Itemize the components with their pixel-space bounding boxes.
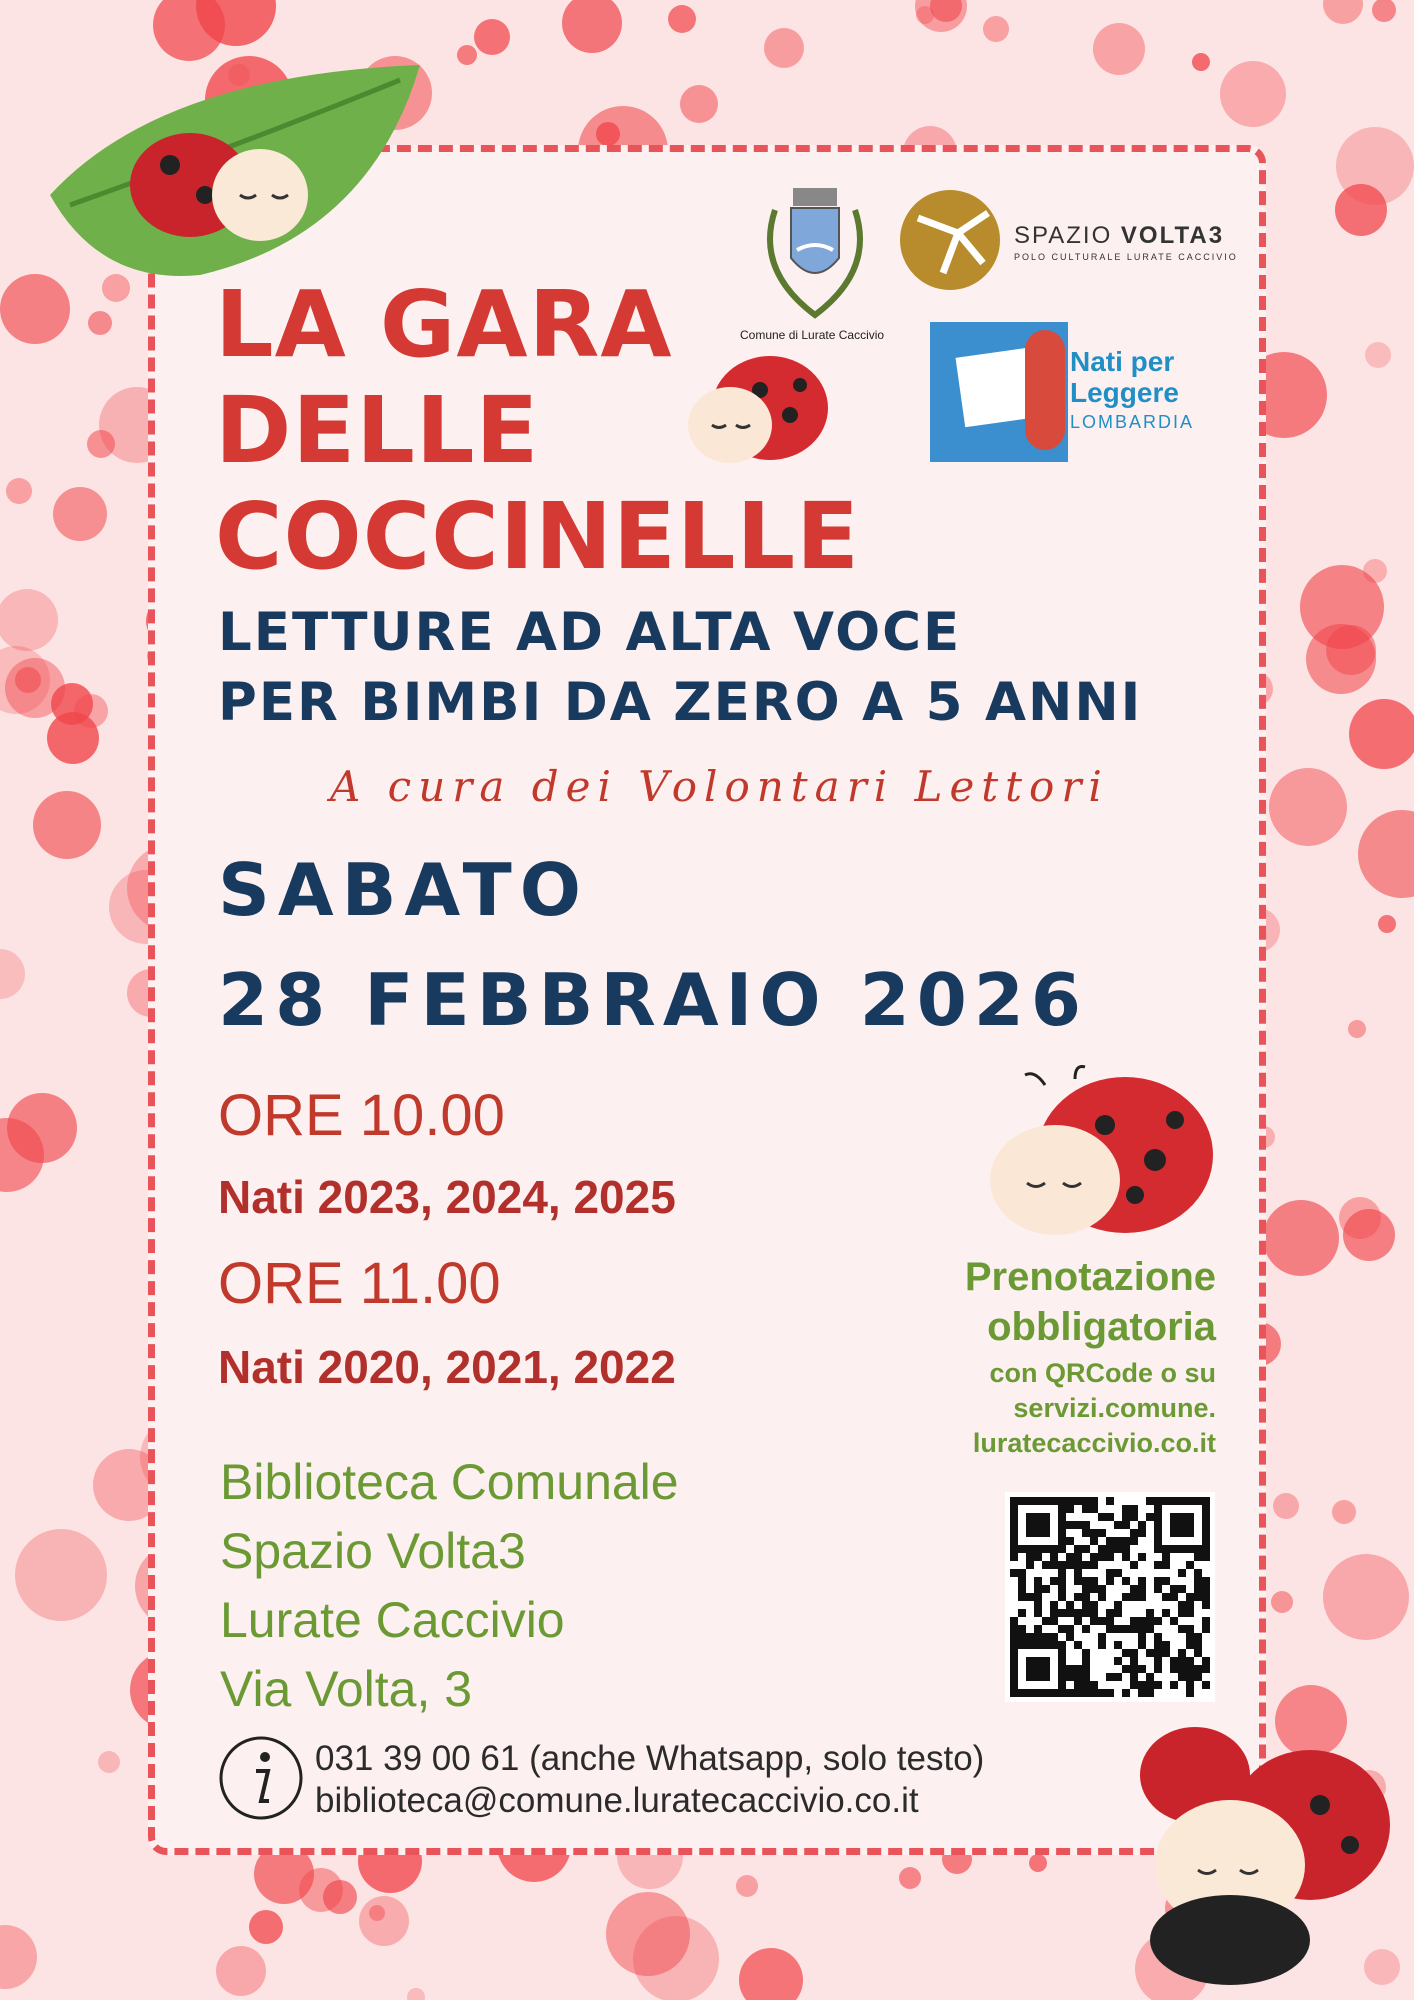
nati-per-leggere-text: Nati per Leggere LOMBARDIA <box>1070 346 1195 432</box>
info-icon <box>218 1735 304 1821</box>
session-ages-2: Nati 2020, 2021, 2022 <box>218 1341 676 1393</box>
event-day: SABATO <box>218 848 589 932</box>
contact-email[interactable]: biblioteca@comune.luratecaccivio.co.it <box>315 1781 919 1820</box>
subtitle: LETTURE AD ALTA VOCE PER BIMBI DA ZERO A 5 ANNI <box>218 602 1143 733</box>
ladybugs-bottom-illustration <box>1120 1715 1414 2000</box>
contact-info <box>315 1738 984 1822</box>
page-title: LA GARA DELLE COCCINELLE <box>215 271 860 590</box>
comune-label: Comune di Lurate Caccivio <box>740 328 885 342</box>
contact-phone: 031 39 00 61 (anche Whatsapp, solo testo) <box>315 1739 985 1778</box>
session-ages-1: Nati 2023, 2024, 2025 <box>218 1171 676 1223</box>
booking-note: Prenotazione obbligatoria con QRCode o su servizi.comune. luratecaccivio.co.it <box>964 1255 1216 1458</box>
leaf-ladybug-illustration <box>40 55 430 285</box>
event-date: 28 FEBBRAIO 2026 <box>218 958 1089 1042</box>
venue-address: Biblioteca Comunale Spazio Volta3 Lurate Caccivio Via Volta, 3 <box>220 1454 679 1717</box>
ladybug-icon <box>680 350 830 470</box>
session-time-1: ORE 10.00 <box>218 1083 505 1148</box>
session-time-2: ORE 11.00 <box>218 1251 501 1316</box>
spazio-volta3-text: SPAZIO VOLTA3 POLO CULTURALE LURATE CACCIVIO <box>1014 222 1238 262</box>
qr-code[interactable] <box>1005 1492 1215 1702</box>
qr-code-pattern <box>1005 1492 1215 1702</box>
ladybug-icon <box>985 1065 1215 1245</box>
curator-line: A cura dei Volontari Lettori <box>330 762 1109 811</box>
